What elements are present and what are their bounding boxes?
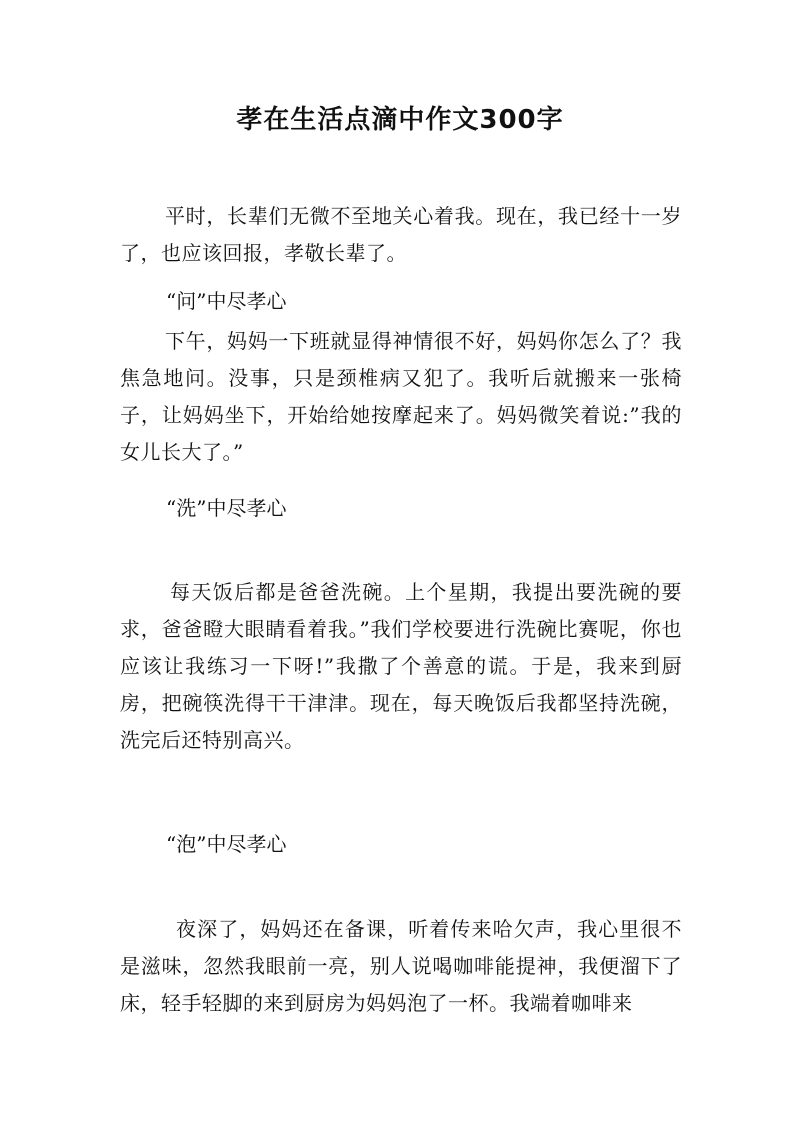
section-heading-pao: “泡”中尽孝心 <box>166 832 287 856</box>
section-body-xi: 每天饭后都是爸爸洗碗。上个星期，我提出要洗碗的要求，爸爸瞪大眼睛看着我。”我们学校要进行洗碗比赛呢，你也应该让我练习一下呀!”我撒了个善意的谎。于是，我来到厨房，把碗筷洗得干干津津。现在，每天晚饭后我都坚持洗碗，洗完后还特别高兴。 <box>120 580 682 752</box>
section-body-wen: 下午，妈妈一下班就显得神情很不好，妈妈你怎么了？我焦急地问。没事，只是颈椎病又犯了。我听后就搬来一张椅子，让妈妈坐下，开始给她按摩起来了。妈妈微笑着说:”我的女儿长大了。” <box>120 329 682 464</box>
section-heading-wen: “问”中尽孝心 <box>166 289 287 313</box>
section-heading-xi: “洗”中尽孝心 <box>166 496 287 520</box>
intro-paragraph: 平时，长辈们无微不至地关心着我。现在，我已经十一岁了，也应该回报，孝敬长辈了。 <box>120 204 682 265</box>
document-title: 孝在生活点滴中作文300字 <box>236 105 564 135</box>
section-body-pao: 夜深了，妈妈还在备课，听着传来哈欠声，我心里很不是滋味，忽然我眼前一亮，别人说喝咖啡能提神，我便溜下了床，轻手轻脚的来到厨房为妈妈泡了一杯。我端着咖啡来 <box>120 917 682 1015</box>
